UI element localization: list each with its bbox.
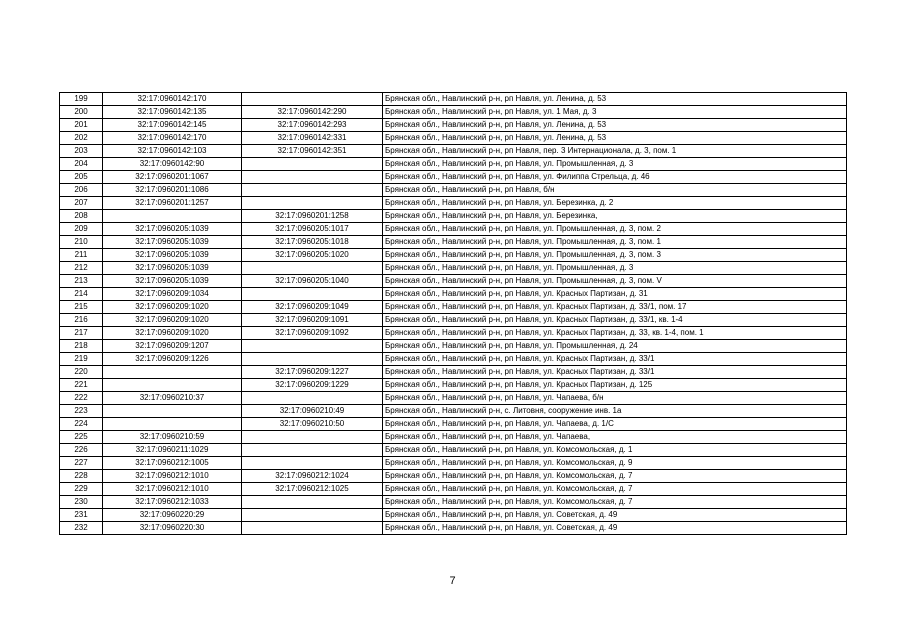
table-row bbox=[60, 392, 847, 405]
row-number-cell: 217 bbox=[60, 327, 103, 340]
row-number-cell: 211 bbox=[60, 249, 103, 262]
related-cadastral-number-cell: 32:17:0960210:50 bbox=[242, 418, 383, 431]
row-number-cell: 207 bbox=[60, 197, 103, 210]
table-row bbox=[60, 236, 847, 249]
related-cadastral-number-cell: 32:17:0960205:1017 bbox=[242, 223, 383, 236]
address-cell: Брянская обл., Навлинский р-н, рп Навля, ул. Чапаева, д. 1/С bbox=[383, 418, 847, 431]
cadastral-number-cell: 32:17:0960211:1029 bbox=[103, 444, 242, 457]
cadastral-number-cell bbox=[103, 379, 242, 392]
related-cadastral-number-cell bbox=[242, 444, 383, 457]
address-cell: Брянская обл., Навлинский р-н, рп Навля, ул. Промышленная, д. 3, пом. 3 bbox=[383, 249, 847, 262]
cadastral-number-cell: 32:17:0960142:135 bbox=[103, 106, 242, 119]
table-row bbox=[60, 366, 847, 379]
cadastral-number-cell: 32:17:0960201:1086 bbox=[103, 184, 242, 197]
table-row bbox=[60, 483, 847, 496]
table-row bbox=[60, 288, 847, 301]
row-number-cell: 226 bbox=[60, 444, 103, 457]
table-row bbox=[60, 327, 847, 340]
address-cell: Брянская обл., Навлинский р-н, рп Навля, ул. Чапаева, bbox=[383, 431, 847, 444]
cadastral-number-cell: 32:17:0960212:1010 bbox=[103, 483, 242, 496]
table-row bbox=[60, 405, 847, 418]
related-cadastral-number-cell bbox=[242, 184, 383, 197]
address-cell: Брянская обл., Навлинский р-н, рп Навля, ул. Красных Партизан, д. 31 bbox=[383, 288, 847, 301]
address-cell: Брянская обл., Навлинский р-н, рп Навля, б/н bbox=[383, 184, 847, 197]
table-row bbox=[60, 301, 847, 314]
row-number-cell: 213 bbox=[60, 275, 103, 288]
address-cell: Брянская обл., Навлинский р-н, рп Навля, ул. Комсомольская, д. 9 bbox=[383, 457, 847, 470]
address-cell: Брянская обл., Навлинский р-н, рп Навля, ул. Комсомольская, д. 7 bbox=[383, 496, 847, 509]
row-number-cell: 199 bbox=[60, 93, 103, 106]
row-number-cell: 227 bbox=[60, 457, 103, 470]
address-cell: Брянская обл., Навлинский р-н, рп Навля, ул. 1 Мая, д. 3 bbox=[383, 106, 847, 119]
cadastral-number-cell: 32:17:0960142:170 bbox=[103, 132, 242, 145]
row-number-cell: 219 bbox=[60, 353, 103, 366]
cadastral-number-cell: 32:17:0960212:1010 bbox=[103, 470, 242, 483]
table-row bbox=[60, 470, 847, 483]
cadastral-number-cell bbox=[103, 405, 242, 418]
address-cell: Брянская обл., Навлинский р-н, рп Навля, ул. Промышленная, д. 3, пом. 1 bbox=[383, 236, 847, 249]
table-row bbox=[60, 171, 847, 184]
related-cadastral-number-cell: 32:17:0960142:331 bbox=[242, 132, 383, 145]
table-row bbox=[60, 496, 847, 509]
related-cadastral-number-cell: 32:17:0960212:1024 bbox=[242, 470, 383, 483]
cadastral-number-cell: 32:17:0960205:1039 bbox=[103, 262, 242, 275]
row-number-cell: 228 bbox=[60, 470, 103, 483]
related-cadastral-number-cell bbox=[242, 392, 383, 405]
table-row bbox=[60, 145, 847, 158]
cadastral-number-cell: 32:17:0960209:1034 bbox=[103, 288, 242, 301]
table-row bbox=[60, 158, 847, 171]
table-row bbox=[60, 106, 847, 119]
address-cell: Брянская обл., Навлинский р-н, рп Навля, ул. Березинка, д. 2 bbox=[383, 197, 847, 210]
row-number-cell: 202 bbox=[60, 132, 103, 145]
address-cell: Брянская обл., Навлинский р-н, рп Навля, ул. Промышленная, д. 3 bbox=[383, 262, 847, 275]
address-cell: Брянская обл., Навлинский р-н, рп Навля, ул. Советская, д. 49 bbox=[383, 522, 847, 535]
table-row bbox=[60, 444, 847, 457]
related-cadastral-number-cell: 32:17:0960201:1258 bbox=[242, 210, 383, 223]
related-cadastral-number-cell: 32:17:0960209:1091 bbox=[242, 314, 383, 327]
row-number-cell: 201 bbox=[60, 119, 103, 132]
cadastral-number-cell: 32:17:0960220:30 bbox=[103, 522, 242, 535]
cadastral-table-body bbox=[60, 93, 847, 535]
related-cadastral-number-cell bbox=[242, 93, 383, 106]
cadastral-number-cell bbox=[103, 210, 242, 223]
table-row bbox=[60, 93, 847, 106]
related-cadastral-number-cell bbox=[242, 509, 383, 522]
related-cadastral-number-cell bbox=[242, 496, 383, 509]
table-row bbox=[60, 431, 847, 444]
row-number-cell: 210 bbox=[60, 236, 103, 249]
table-row bbox=[60, 132, 847, 145]
page-number: 7 bbox=[449, 575, 456, 587]
table-row bbox=[60, 119, 847, 132]
row-number-cell: 205 bbox=[60, 171, 103, 184]
address-cell: Брянская обл., Навлинский р-н, рп Навля, ул. Березинка, bbox=[383, 210, 847, 223]
cadastral-number-cell: 32:17:0960209:1020 bbox=[103, 301, 242, 314]
cadastral-number-cell: 32:17:0960142:145 bbox=[103, 119, 242, 132]
related-cadastral-number-cell: 32:17:0960209:1049 bbox=[242, 301, 383, 314]
table-row bbox=[60, 509, 847, 522]
address-cell: Брянская обл., Навлинский р-н, рп Навля, ул. Промышленная, д. 3, пом. V bbox=[383, 275, 847, 288]
related-cadastral-number-cell bbox=[242, 197, 383, 210]
table-row bbox=[60, 457, 847, 470]
cadastral-number-cell: 32:17:0960205:1039 bbox=[103, 236, 242, 249]
row-number-cell: 223 bbox=[60, 405, 103, 418]
table-row bbox=[60, 197, 847, 210]
row-number-cell: 222 bbox=[60, 392, 103, 405]
table-row bbox=[60, 379, 847, 392]
related-cadastral-number-cell bbox=[242, 522, 383, 535]
related-cadastral-number-cell: 32:17:0960205:1040 bbox=[242, 275, 383, 288]
address-cell: Брянская обл., Навлинский р-н, рп Навля, пер. 3 Интернационала, д. 3, пом. 1 bbox=[383, 145, 847, 158]
row-number-cell: 206 bbox=[60, 184, 103, 197]
row-number-cell: 224 bbox=[60, 418, 103, 431]
row-number-cell: 212 bbox=[60, 262, 103, 275]
table-row bbox=[60, 262, 847, 275]
cadastral-number-cell: 32:17:0960210:37 bbox=[103, 392, 242, 405]
row-number-cell: 220 bbox=[60, 366, 103, 379]
related-cadastral-number-cell: 32:17:0960212:1025 bbox=[242, 483, 383, 496]
row-number-cell: 218 bbox=[60, 340, 103, 353]
row-number-cell: 203 bbox=[60, 145, 103, 158]
table-row bbox=[60, 340, 847, 353]
cadastral-number-cell: 32:17:0960142:170 bbox=[103, 93, 242, 106]
cadastral-number-cell: 32:17:0960209:1207 bbox=[103, 340, 242, 353]
row-number-cell: 214 bbox=[60, 288, 103, 301]
table-row bbox=[60, 275, 847, 288]
address-cell: Брянская обл., Навлинский р-н, с. Литовня, сооружение инв. 1а bbox=[383, 405, 847, 418]
table-row bbox=[60, 522, 847, 535]
row-number-cell: 200 bbox=[60, 106, 103, 119]
cadastral-number-cell: 32:17:0960205:1039 bbox=[103, 223, 242, 236]
address-cell: Брянская обл., Навлинский р-н, рп Навля, ул. Комсомольская, д. 7 bbox=[383, 483, 847, 496]
row-number-cell: 229 bbox=[60, 483, 103, 496]
related-cadastral-number-cell bbox=[242, 457, 383, 470]
address-cell: Брянская обл., Навлинский р-н, рп Навля, ул. Красных Партизан, д. 33/1 bbox=[383, 353, 847, 366]
address-cell: Брянская обл., Навлинский р-н, рп Навля, ул. Промышленная, д. 24 bbox=[383, 340, 847, 353]
related-cadastral-number-cell bbox=[242, 158, 383, 171]
row-number-cell: 225 bbox=[60, 431, 103, 444]
cadastral-number-cell: 32:17:0960220:29 bbox=[103, 509, 242, 522]
table-row bbox=[60, 353, 847, 366]
address-cell: Брянская обл., Навлинский р-н, рп Навля, ул. Советская, д. 49 bbox=[383, 509, 847, 522]
address-cell: Брянская обл., Навлинский р-н, рп Навля, ул. Красных Партизан, д. 33, кв. 1-4, пом. 1 bbox=[383, 327, 847, 340]
cadastral-number-cell: 32:17:0960209:1226 bbox=[103, 353, 242, 366]
address-cell: Брянская обл., Навлинский р-н, рп Навля, ул. Красных Партизан, д. 33/1 bbox=[383, 366, 847, 379]
cadastral-number-cell: 32:17:0960142:103 bbox=[103, 145, 242, 158]
address-cell: Брянская обл., Навлинский р-н, рп Навля, ул. Промышленная, д. 3, пом. 2 bbox=[383, 223, 847, 236]
related-cadastral-number-cell: 32:17:0960205:1020 bbox=[242, 249, 383, 262]
related-cadastral-number-cell: 32:17:0960205:1018 bbox=[242, 236, 383, 249]
cadastral-number-cell: 32:17:0960210:59 bbox=[103, 431, 242, 444]
table-row bbox=[60, 249, 847, 262]
table-row bbox=[60, 418, 847, 431]
address-cell: Брянская обл., Навлинский р-н, рп Навля, ул. Чапаева, б/н bbox=[383, 392, 847, 405]
row-number-cell: 221 bbox=[60, 379, 103, 392]
cadastral-number-cell: 32:17:0960212:1005 bbox=[103, 457, 242, 470]
row-number-cell: 215 bbox=[60, 301, 103, 314]
cadastral-number-cell bbox=[103, 366, 242, 379]
cadastral-number-cell: 32:17:0960205:1039 bbox=[103, 275, 242, 288]
cadastral-number-cell: 32:17:0960209:1020 bbox=[103, 314, 242, 327]
cadastral-table bbox=[59, 92, 847, 535]
related-cadastral-number-cell: 32:17:0960142:290 bbox=[242, 106, 383, 119]
address-cell: Брянская обл., Навлинский р-н, рп Навля, ул. Красных Партизан, д. 33/1, пом. 17 bbox=[383, 301, 847, 314]
related-cadastral-number-cell: 32:17:0960209:1229 bbox=[242, 379, 383, 392]
cadastral-number-cell: 32:17:0960201:1067 bbox=[103, 171, 242, 184]
related-cadastral-number-cell: 32:17:0960210:49 bbox=[242, 405, 383, 418]
row-number-cell: 208 bbox=[60, 210, 103, 223]
table-row bbox=[60, 314, 847, 327]
address-cell: Брянская обл., Навлинский р-н, рп Навля, ул. Промышленная, д. 3 bbox=[383, 158, 847, 171]
address-cell: Брянская обл., Навлинский р-н, рп Навля, ул. Филиппа Стрельца, д. 46 bbox=[383, 171, 847, 184]
row-number-cell: 216 bbox=[60, 314, 103, 327]
row-number-cell: 232 bbox=[60, 522, 103, 535]
related-cadastral-number-cell bbox=[242, 262, 383, 275]
address-cell: Брянская обл., Навлинский р-н, рп Навля, ул. Комсомольская, д. 7 bbox=[383, 470, 847, 483]
table-row bbox=[60, 184, 847, 197]
table-row bbox=[60, 223, 847, 236]
table-row bbox=[60, 210, 847, 223]
address-cell: Брянская обл., Навлинский р-н, рп Навля, ул. Красных Партизан, д. 125 bbox=[383, 379, 847, 392]
address-cell: Брянская обл., Навлинский р-н, рп Навля, ул. Комсомольская, д. 1 bbox=[383, 444, 847, 457]
cadastral-number-cell: 32:17:0960209:1020 bbox=[103, 327, 242, 340]
related-cadastral-number-cell bbox=[242, 431, 383, 444]
related-cadastral-number-cell bbox=[242, 353, 383, 366]
related-cadastral-number-cell bbox=[242, 171, 383, 184]
address-cell: Брянская обл., Навлинский р-н, рп Навля, ул. Ленина, д. 53 bbox=[383, 93, 847, 106]
related-cadastral-number-cell: 32:17:0960209:1092 bbox=[242, 327, 383, 340]
cadastral-number-cell: 32:17:0960212:1033 bbox=[103, 496, 242, 509]
cadastral-number-cell: 32:17:0960142:90 bbox=[103, 158, 242, 171]
related-cadastral-number-cell: 32:17:0960142:351 bbox=[242, 145, 383, 158]
related-cadastral-number-cell bbox=[242, 288, 383, 301]
cadastral-number-cell bbox=[103, 418, 242, 431]
cadastral-number-cell: 32:17:0960201:1257 bbox=[103, 197, 242, 210]
related-cadastral-number-cell: 32:17:0960142:293 bbox=[242, 119, 383, 132]
related-cadastral-number-cell: 32:17:0960209:1227 bbox=[242, 366, 383, 379]
row-number-cell: 209 bbox=[60, 223, 103, 236]
row-number-cell: 231 bbox=[60, 509, 103, 522]
address-cell: Брянская обл., Навлинский р-н, рп Навля, ул. Ленина, д. 53 bbox=[383, 132, 847, 145]
row-number-cell: 230 bbox=[60, 496, 103, 509]
related-cadastral-number-cell bbox=[242, 340, 383, 353]
cadastral-number-cell: 32:17:0960205:1039 bbox=[103, 249, 242, 262]
address-cell: Брянская обл., Навлинский р-н, рп Навля, ул. Ленина, д. 53 bbox=[383, 119, 847, 132]
row-number-cell: 204 bbox=[60, 158, 103, 171]
address-cell: Брянская обл., Навлинский р-н, рп Навля, ул. Красных Партизан, д. 33/1, кв. 1-4 bbox=[383, 314, 847, 327]
